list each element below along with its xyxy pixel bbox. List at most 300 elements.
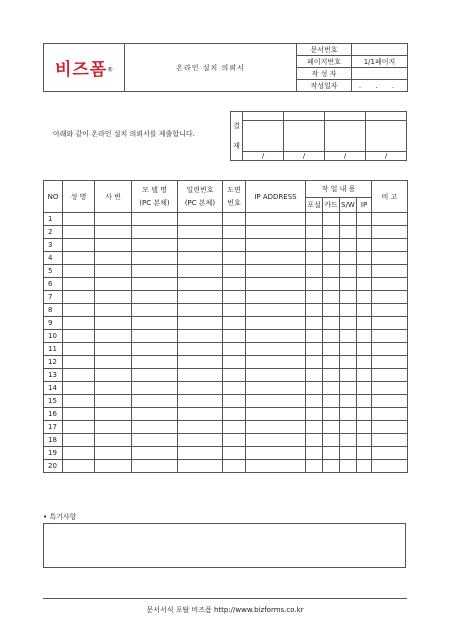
table-cell[interactable] — [132, 265, 178, 278]
table-cell[interactable] — [132, 447, 178, 460]
field-value — [352, 44, 408, 56]
field-label: 페이지번호 — [297, 56, 352, 68]
table-row — [44, 382, 408, 395]
col-header-work-sub: IP — [357, 198, 372, 213]
table-cell[interactable] — [372, 434, 408, 447]
table-cell[interactable] — [372, 369, 408, 382]
table-cell[interactable] — [323, 317, 340, 330]
field-label: 작 성 자 — [297, 68, 352, 80]
approval-label — [231, 112, 243, 161]
table-cell[interactable] — [357, 278, 372, 291]
table-cell[interactable] — [323, 395, 340, 408]
table-cell[interactable] — [178, 291, 223, 304]
table-cell[interactable] — [178, 434, 223, 447]
table-cell[interactable] — [340, 278, 357, 291]
table-row — [44, 317, 408, 330]
table-cell[interactable] — [340, 343, 357, 356]
table-cell[interactable] — [306, 330, 323, 343]
table-cell[interactable] — [132, 369, 178, 382]
table-cell[interactable] — [132, 278, 178, 291]
table-cell[interactable] — [178, 252, 223, 265]
row-number: 1 — [44, 213, 63, 226]
table-cell[interactable] — [223, 278, 246, 291]
table-cell[interactable] — [246, 265, 306, 278]
table-cell[interactable] — [132, 213, 178, 226]
table-cell[interactable] — [340, 304, 357, 317]
row-number: 16 — [44, 408, 63, 421]
table-cell[interactable] — [63, 291, 95, 304]
col-header-ip: IP ADDRESS — [246, 181, 306, 213]
field-value: 1/1페이지 — [352, 56, 408, 68]
table-cell[interactable] — [246, 460, 306, 473]
table-cell[interactable] — [178, 239, 223, 252]
table-cell[interactable] — [246, 226, 306, 239]
table-cell[interactable] — [357, 447, 372, 460]
table-cell[interactable] — [246, 304, 306, 317]
table-cell[interactable] — [323, 330, 340, 343]
table-cell[interactable] — [223, 239, 246, 252]
table-cell[interactable] — [63, 408, 95, 421]
table-cell[interactable] — [323, 343, 340, 356]
table-cell[interactable] — [95, 356, 132, 369]
table-cell[interactable] — [340, 213, 357, 226]
table-row — [44, 265, 408, 278]
table-cell[interactable] — [306, 226, 323, 239]
table-row — [44, 343, 408, 356]
table-cell[interactable] — [246, 330, 306, 343]
table-cell[interactable] — [340, 317, 357, 330]
table-cell[interactable] — [306, 434, 323, 447]
table-cell[interactable] — [357, 395, 372, 408]
table-cell[interactable] — [306, 304, 323, 317]
table-cell[interactable] — [132, 317, 178, 330]
col-header-dept: 사 번 — [95, 181, 132, 213]
row-number: 8 — [44, 304, 63, 317]
table-cell[interactable] — [95, 382, 132, 395]
table-cell[interactable] — [357, 343, 372, 356]
table-cell[interactable] — [357, 408, 372, 421]
approval-title-cell — [325, 112, 366, 121]
table-cell[interactable] — [95, 304, 132, 317]
table-cell[interactable] — [95, 278, 132, 291]
table-cell[interactable] — [246, 434, 306, 447]
table-cell[interactable] — [63, 356, 95, 369]
table-cell[interactable] — [63, 447, 95, 460]
table-cell[interactable] — [95, 447, 132, 460]
table-cell[interactable] — [306, 356, 323, 369]
row-number: 5 — [44, 265, 63, 278]
table-cell[interactable] — [95, 317, 132, 330]
table-row — [44, 369, 408, 382]
table-cell[interactable] — [246, 252, 306, 265]
table-cell[interactable] — [178, 421, 223, 434]
table-cell[interactable] — [372, 330, 408, 343]
field-label: 작성일자 — [297, 80, 352, 92]
table-cell[interactable] — [132, 395, 178, 408]
table-row — [44, 408, 408, 421]
col-header-work-sub: 카드 — [323, 198, 340, 213]
table-cell[interactable] — [246, 408, 306, 421]
table-cell[interactable] — [306, 447, 323, 460]
table-row — [44, 252, 408, 265]
table-cell[interactable] — [178, 460, 223, 473]
col-header-floor-line1: 도면 — [227, 185, 241, 194]
row-number: 14 — [44, 382, 63, 395]
table-cell[interactable] — [306, 369, 323, 382]
table-cell[interactable] — [178, 382, 223, 395]
col-header-work-sub: S/W — [340, 198, 357, 213]
table-cell[interactable] — [306, 239, 323, 252]
approval-sign-cell — [284, 121, 325, 152]
table-cell[interactable] — [246, 291, 306, 304]
table-cell[interactable] — [357, 369, 372, 382]
table-cell[interactable] — [306, 408, 323, 421]
table-cell[interactable] — [95, 460, 132, 473]
table-cell[interactable] — [132, 252, 178, 265]
table-row — [44, 239, 408, 252]
table-cell[interactable] — [323, 369, 340, 382]
table-cell[interactable] — [372, 291, 408, 304]
row-number: 17 — [44, 421, 63, 434]
col-header-work-sub: 포설 — [306, 198, 323, 213]
table-cell[interactable] — [323, 382, 340, 395]
approval-sign-cell — [243, 121, 284, 152]
table-cell[interactable] — [372, 304, 408, 317]
table-cell[interactable] — [372, 343, 408, 356]
table-cell[interactable] — [178, 317, 223, 330]
table-cell[interactable] — [63, 421, 95, 434]
table-cell[interactable] — [223, 460, 246, 473]
row-number: 2 — [44, 226, 63, 239]
table-row — [44, 447, 408, 460]
table-cell[interactable] — [95, 252, 132, 265]
table-cell[interactable] — [223, 291, 246, 304]
table-row — [44, 226, 408, 239]
table-cell[interactable] — [306, 460, 323, 473]
table-cell[interactable] — [323, 434, 340, 447]
table-cell[interactable] — [323, 239, 340, 252]
table-cell[interactable] — [63, 343, 95, 356]
table-row — [44, 434, 408, 447]
table-cell[interactable] — [223, 252, 246, 265]
table-cell[interactable] — [178, 226, 223, 239]
table-cell[interactable] — [306, 291, 323, 304]
table-cell[interactable] — [63, 213, 95, 226]
approval-date-cell: / — [366, 152, 407, 161]
table-cell[interactable] — [95, 291, 132, 304]
table-cell[interactable] — [178, 343, 223, 356]
table-cell[interactable] — [323, 408, 340, 421]
table-cell[interactable] — [372, 382, 408, 395]
table-cell[interactable] — [132, 291, 178, 304]
table-cell[interactable] — [340, 356, 357, 369]
table-cell[interactable] — [63, 265, 95, 278]
table-cell[interactable] — [223, 213, 246, 226]
table-cell[interactable] — [223, 317, 246, 330]
approval-title-cell — [243, 112, 284, 121]
table-cell[interactable] — [372, 460, 408, 473]
table-cell[interactable] — [178, 278, 223, 291]
table-cell[interactable] — [340, 239, 357, 252]
table-cell[interactable] — [323, 265, 340, 278]
table-cell[interactable] — [63, 252, 95, 265]
table-cell[interactable] — [95, 395, 132, 408]
table-cell[interactable] — [372, 317, 408, 330]
table-row — [44, 460, 408, 473]
table-cell[interactable] — [340, 382, 357, 395]
field-label: 문서번호 — [297, 44, 352, 56]
table-cell[interactable] — [340, 369, 357, 382]
table-row — [44, 278, 408, 291]
table-cell[interactable] — [340, 447, 357, 460]
table-cell[interactable] — [372, 265, 408, 278]
table-cell[interactable] — [372, 226, 408, 239]
table-cell[interactable] — [306, 317, 323, 330]
table-cell[interactable] — [323, 356, 340, 369]
special-notes-box[interactable] — [43, 523, 406, 568]
table-cell[interactable] — [223, 265, 246, 278]
table-cell[interactable] — [95, 421, 132, 434]
table-cell[interactable] — [223, 226, 246, 239]
table-cell[interactable] — [132, 421, 178, 434]
field-value: . . . — [352, 80, 408, 92]
table-cell[interactable] — [357, 213, 372, 226]
table-cell[interactable] — [323, 278, 340, 291]
row-number: 10 — [44, 330, 63, 343]
col-header-floor — [223, 181, 246, 213]
col-header-serial-title: 일련번호 — [186, 185, 214, 194]
table-row — [44, 395, 408, 408]
table-cell[interactable] — [95, 226, 132, 239]
approval-sign-cell — [325, 121, 366, 152]
table-cell[interactable] — [357, 252, 372, 265]
table-row — [44, 421, 408, 434]
table-cell[interactable] — [132, 460, 178, 473]
table-row — [44, 356, 408, 369]
table-cell[interactable] — [306, 421, 323, 434]
table-cell[interactable] — [357, 226, 372, 239]
table-cell[interactable] — [340, 330, 357, 343]
row-number: 12 — [44, 356, 63, 369]
table-cell[interactable] — [372, 395, 408, 408]
table-cell[interactable] — [246, 356, 306, 369]
table-cell[interactable] — [246, 278, 306, 291]
table-cell[interactable] — [323, 304, 340, 317]
table-cell[interactable] — [323, 460, 340, 473]
table-cell[interactable] — [132, 304, 178, 317]
table-cell[interactable] — [63, 304, 95, 317]
table-cell[interactable] — [340, 226, 357, 239]
col-header-work: 작 업 내 용 — [306, 181, 372, 198]
table-cell[interactable] — [246, 317, 306, 330]
table-cell[interactable] — [306, 343, 323, 356]
table-cell[interactable] — [372, 213, 408, 226]
table-cell[interactable] — [340, 395, 357, 408]
table-cell[interactable] — [323, 421, 340, 434]
table-cell[interactable] — [323, 213, 340, 226]
table-cell[interactable] — [323, 226, 340, 239]
row-number: 19 — [44, 447, 63, 460]
table-cell[interactable] — [223, 330, 246, 343]
approval-date-cell: / — [325, 152, 366, 161]
table-cell[interactable] — [246, 395, 306, 408]
table-cell[interactable] — [223, 447, 246, 460]
table-cell[interactable] — [306, 382, 323, 395]
approval-sign-cell — [366, 121, 407, 152]
table-cell[interactable] — [63, 434, 95, 447]
special-notes-label: • 특기사항 — [43, 513, 77, 521]
table-cell[interactable] — [246, 382, 306, 395]
col-header-no: NO — [44, 181, 63, 213]
table-cell[interactable] — [223, 304, 246, 317]
table-cell[interactable] — [357, 330, 372, 343]
table-cell[interactable] — [178, 408, 223, 421]
table-cell[interactable] — [178, 304, 223, 317]
table-cell[interactable] — [132, 239, 178, 252]
table-cell[interactable] — [372, 408, 408, 421]
table-cell[interactable] — [132, 434, 178, 447]
table-cell[interactable] — [372, 447, 408, 460]
table-cell[interactable] — [372, 421, 408, 434]
table-cell[interactable] — [246, 343, 306, 356]
table-cell[interactable] — [340, 460, 357, 473]
table-cell[interactable] — [340, 291, 357, 304]
table-cell[interactable] — [178, 356, 223, 369]
table-cell[interactable] — [178, 369, 223, 382]
table-cell[interactable] — [323, 252, 340, 265]
row-number: 11 — [44, 343, 63, 356]
col-header-name: 성 명 — [63, 181, 95, 213]
table-cell[interactable] — [95, 239, 132, 252]
table-cell[interactable] — [340, 252, 357, 265]
table-cell[interactable] — [95, 330, 132, 343]
table-cell[interactable] — [223, 343, 246, 356]
table-cell[interactable] — [63, 330, 95, 343]
approval-title-cell — [284, 112, 325, 121]
col-header-model — [132, 181, 178, 213]
table-cell[interactable] — [178, 447, 223, 460]
table-cell[interactable] — [132, 330, 178, 343]
approval-label-top: 결 — [233, 122, 240, 130]
table-cell[interactable] — [323, 291, 340, 304]
registered-mark: ® — [107, 67, 114, 74]
table-cell[interactable] — [306, 395, 323, 408]
col-header-model-title: 모 델 명 — [142, 185, 167, 194]
table-cell[interactable] — [63, 369, 95, 382]
table-cell[interactable] — [223, 434, 246, 447]
table-cell[interactable] — [95, 434, 132, 447]
row-number: 18 — [44, 434, 63, 447]
table-row — [44, 330, 408, 343]
field-value — [352, 68, 408, 80]
table-cell[interactable] — [306, 278, 323, 291]
table-cell[interactable] — [357, 265, 372, 278]
table-cell[interactable] — [63, 460, 95, 473]
table-cell[interactable] — [223, 382, 246, 395]
table-cell[interactable] — [357, 382, 372, 395]
row-number: 3 — [44, 239, 63, 252]
table-cell[interactable] — [95, 369, 132, 382]
table-cell[interactable] — [63, 226, 95, 239]
install-request-table — [43, 180, 408, 473]
row-number: 6 — [44, 278, 63, 291]
table-cell[interactable] — [357, 317, 372, 330]
table-cell[interactable] — [63, 278, 95, 291]
table-cell[interactable] — [95, 213, 132, 226]
row-number: 20 — [44, 460, 63, 473]
table-cell[interactable] — [246, 239, 306, 252]
table-cell[interactable] — [357, 434, 372, 447]
table-cell[interactable] — [246, 421, 306, 434]
table-cell[interactable] — [357, 356, 372, 369]
table-cell[interactable] — [223, 369, 246, 382]
table-cell[interactable] — [357, 460, 372, 473]
table-cell[interactable] — [95, 343, 132, 356]
table-cell[interactable] — [306, 265, 323, 278]
table-cell[interactable] — [340, 421, 357, 434]
approval-title-cell — [366, 112, 407, 121]
table-cell[interactable] — [178, 395, 223, 408]
table-cell[interactable] — [95, 408, 132, 421]
approval-date-cell: / — [284, 152, 325, 161]
table-cell[interactable] — [323, 447, 340, 460]
table-cell[interactable] — [357, 291, 372, 304]
table-cell[interactable] — [357, 421, 372, 434]
table-cell[interactable] — [63, 317, 95, 330]
table-cell[interactable] — [372, 356, 408, 369]
table-cell[interactable] — [340, 434, 357, 447]
col-header-model-sub: (PC 본체) — [139, 198, 170, 207]
table-row — [44, 213, 408, 226]
table-cell[interactable] — [372, 239, 408, 252]
table-cell[interactable] — [357, 239, 372, 252]
logo-text: 비즈폼 — [54, 60, 108, 80]
table-cell[interactable] — [246, 213, 306, 226]
table-cell[interactable] — [132, 356, 178, 369]
table-cell[interactable] — [223, 408, 246, 421]
table-cell[interactable] — [132, 226, 178, 239]
table-cell[interactable] — [340, 265, 357, 278]
table-cell[interactable] — [178, 265, 223, 278]
logo — [44, 44, 125, 92]
table-cell[interactable] — [178, 330, 223, 343]
table-cell[interactable] — [372, 278, 408, 291]
approval-date-cell: / — [243, 152, 284, 161]
table-cell[interactable] — [223, 356, 246, 369]
table-cell[interactable] — [306, 252, 323, 265]
table-cell[interactable] — [246, 369, 306, 382]
table-cell[interactable] — [63, 239, 95, 252]
table-cell[interactable] — [132, 382, 178, 395]
row-number: 9 — [44, 317, 63, 330]
table-cell[interactable] — [246, 447, 306, 460]
intro-text: 아래와 같이 온라인 설치 의뢰서를 제출합니다. — [53, 130, 195, 138]
table-cell[interactable] — [223, 395, 246, 408]
table-cell[interactable] — [63, 382, 95, 395]
table-cell[interactable] — [178, 213, 223, 226]
row-number: 13 — [44, 369, 63, 382]
table-cell[interactable] — [306, 213, 323, 226]
table-row — [44, 304, 408, 317]
table-cell[interactable] — [132, 343, 178, 356]
table-cell[interactable] — [132, 408, 178, 421]
table-cell[interactable] — [357, 304, 372, 317]
table-cell[interactable] — [223, 421, 246, 434]
table-cell[interactable] — [63, 395, 95, 408]
table-cell[interactable] — [372, 252, 408, 265]
table-cell[interactable] — [95, 265, 132, 278]
table-cell[interactable] — [340, 408, 357, 421]
